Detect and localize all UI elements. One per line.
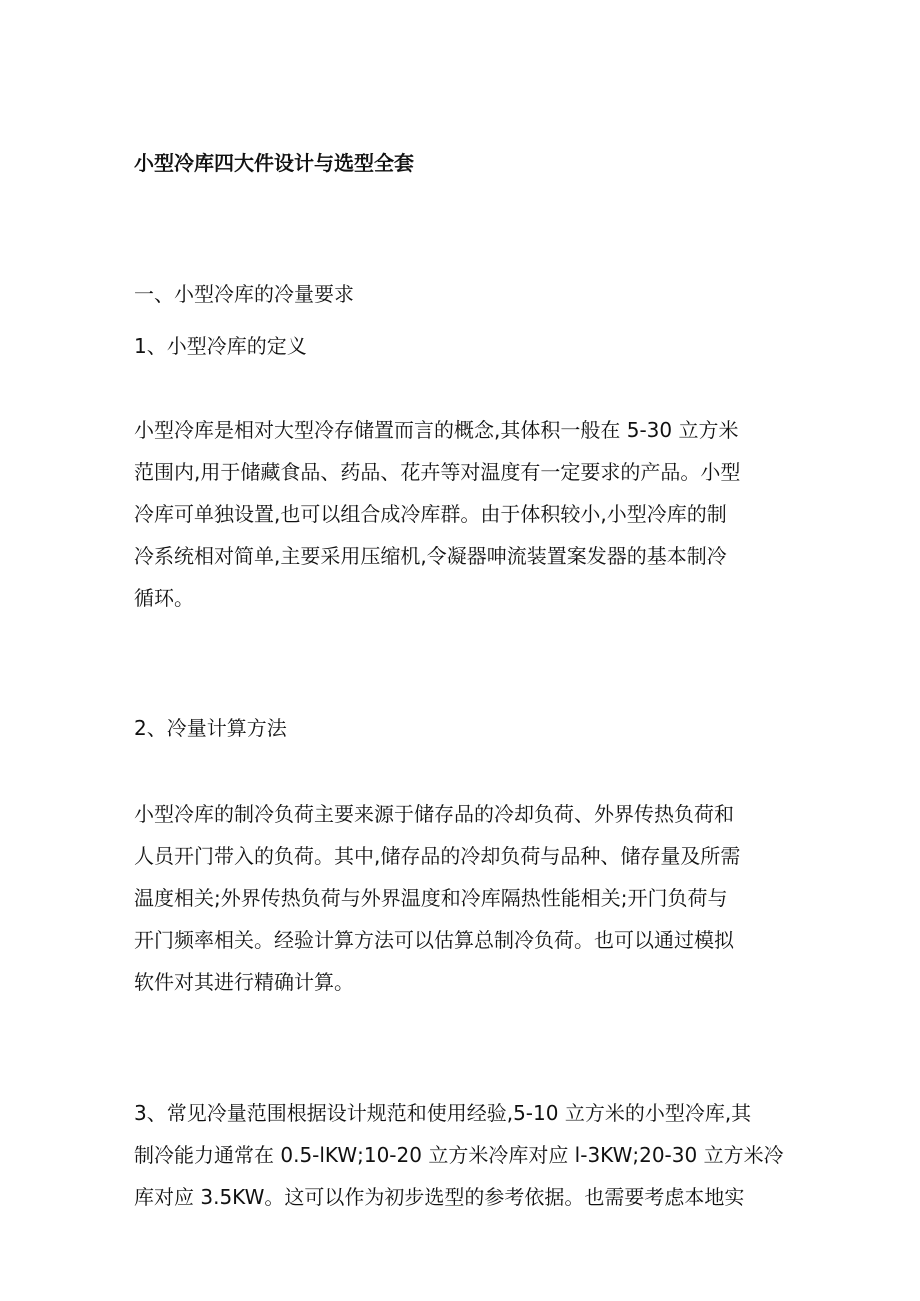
paragraph-line: 开门频率相关。经验计算方法可以估算总制冷负荷。也可以通过模拟: [134, 928, 734, 952]
paragraph-line: 库对应 3.5KW。这可以作为初步选型的参考依据。也需要考虑本地实: [134, 1185, 745, 1209]
section-heading-cooling-requirement: 一、小型冷库的冷量要求: [134, 282, 354, 306]
paragraph-calculation: [134, 793, 794, 1003]
paragraph-common-range: [134, 1092, 794, 1218]
document-title: 小型冷库四大件设计与选型全套: [134, 151, 414, 175]
paragraph-line: 小型冷库的制冷负荷主要来源于储存品的冷却负荷、外界传热负荷和: [134, 802, 734, 826]
paragraph-line: 冷库可单独设置,也可以组合成冷库群。由于体积较小,小型冷库的制: [134, 502, 727, 526]
paragraph-line: 人员开门带入的负荷。其中,储存品的冷却负荷与品种、储存量及所需: [134, 844, 741, 868]
paragraph-line: 软件对其进行精确计算。: [134, 970, 354, 994]
paragraph-line: 3、常见冷量范围根据设计规范和使用经验,5-10 立方米的小型冷库,其: [134, 1101, 752, 1125]
subheading-calculation-method: 2、冷量计算方法: [134, 716, 287, 740]
paragraph-line: 范围内,用于储藏食品、药品、花卉等对温度有一定要求的产品。小型: [134, 460, 741, 484]
paragraph-line: 制冷能力通常在 0.5-lKW;10-20 立方米冷库对应 l-3KW;20-30 立方米冷: [134, 1143, 784, 1167]
paragraph-definition: [134, 409, 794, 619]
paragraph-line: 小型冷库是相对大型冷存储置而言的概念,其体积一般在 5-30 立方米: [134, 418, 739, 442]
paragraph-line: 冷系统相对简单,主要采用压缩机,令凝器呻流装置案发器的基本制冷: [134, 544, 727, 568]
paragraph-line: 循环。: [134, 586, 194, 610]
paragraph-line: 温度相关;外界传热负荷与外界温度和冷库隔热性能相关;开门负荷与: [134, 886, 728, 910]
subheading-definition: 1、小型冷库的定义: [134, 334, 307, 358]
